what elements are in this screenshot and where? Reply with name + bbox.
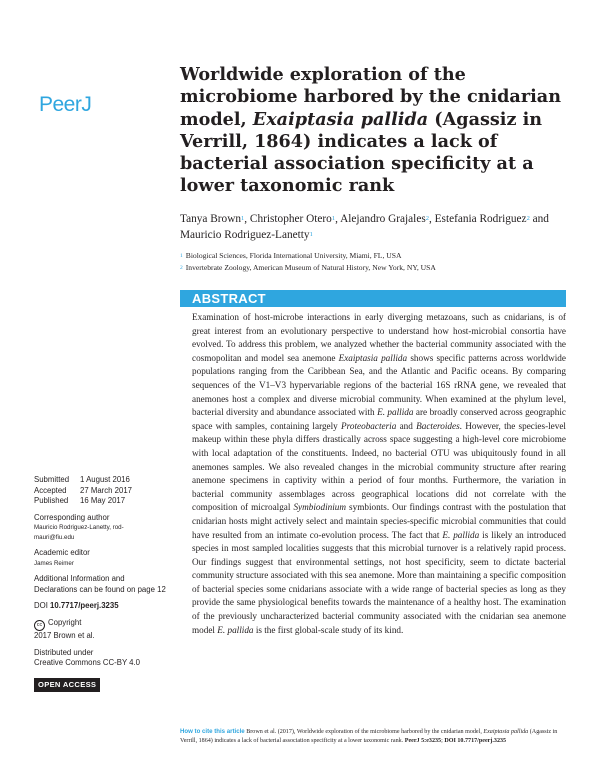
- submitted-date: Submitted 1 August 2016: [34, 475, 130, 484]
- abstract-heading: ABSTRACT: [192, 291, 266, 306]
- peerj-logo: PeerJ: [39, 93, 92, 116]
- citation-label: How to cite this article: [180, 728, 245, 735]
- doi: DOI 10.7717/peerj.3235: [34, 601, 119, 611]
- license-link[interactable]: Creative Commons CC-BY 4.0: [34, 658, 141, 668]
- affiliation: $^1$ Biological Sciences, Florida International University, Miami, FL, USA: [180, 251, 402, 260]
- copyright: cc Copyright 2017 Brown et al.: [34, 617, 95, 640]
- affiliation: $^2$ Invertebrate Zoology, American Museum of Natural History, New York, NY, USA: [180, 263, 436, 273]
- published-date: Published 16 May 2017: [34, 496, 126, 506]
- author-list: Tanya Brown$^1$, Christopher Otero$^1$, Alejandro Grajales$^2$, Estefania Rodriguez$^2$ and Mauricio Rodriguez-Lanetty$^1$: [180, 213, 549, 241]
- citation-doi-link[interactable]: DOI 10.7717/peerj.3235: [444, 738, 507, 745]
- author-name[interactable]: Alejandro Grajales: [340, 213, 426, 225]
- additional-information-link[interactable]: Additional Information and Declarations can be found on page 12: [34, 574, 166, 594]
- license: Distributed under Creative Commons CC-BY 4.0: [34, 648, 169, 669]
- article-metadata: [34, 475, 169, 692]
- corresponding-email-link[interactable]: mauri@fiu.edu: [34, 533, 75, 541]
- author-name[interactable]: Christopher Otero: [249, 213, 332, 225]
- article-title: Worldwide exploration of the microbiome harbored by the cnidarian model, Exaiptasia pallida (Agassiz in Verrill, 1864) indicates a lack of bacterial association specificity at a lower taxonomic rank: [180, 64, 561, 197]
- author-name[interactable]: Estefania Rodriguez: [434, 213, 527, 225]
- author-name[interactable]: Mauricio Rodriguez-Lanetty: [180, 228, 310, 241]
- abstract-heading-bar: [180, 290, 566, 307]
- abstract-body: Examination of host-microbe interactions in early diverging metazoans, such as cnidarians, is of great interest from an evolutionary perspective to understand how host-microbial consortia have evolved. To address this problem, we analyzed whether the bacterial community associated with the cosmopolitan and model sea anemone Exaiptasia pallida shows specific patterns across worldwide populations ranging from the Caribbean Sea, and the Atlantic and Pacific oceans. By comparing sequences of the V1–V3 hypervariable regions of the bacterial 16S rRNA gene, we revealed that anemones host a complex and diverse microbial community. When examined at the phylum level, bacterial diversity and abundance associated with E. pallida are broadly conserved across geographic space with samples, containing largely Proteobacteria and Bacteroides. However, the species-level makeup within these phyla differs drastically across space suggesting a high-level core microbiome with local adaptation of the constituents. Indeed, no bacterial OTU was ubiquitously found in all anemones samples. We also revealed changes in the microbial community structure after rearing anemone specimens in captivity within a period of four months. Furthermore, the variation in bacterial community assemblages across geographical locations did not correlate with the composition of microalgal Symbiodinium symbionts. Our findings contrast with the postulation that cnidarian hosts might actively select and maintain species-specific microbial communities that could have resulted from an intimate co-evolution process. The fact that E. pallida is likely an introduced species in most sampled localities suggests that this microbial turnover is a relatively rapid process. Our findings suggest that environmental settings, not host specificity, seem to dictate bacterial community structure associated with this sea anemone. More than maintaining a specific composition of bacterial species some cnidarians associate with a wide range of bacterial species as long as they provide the same physiological benefits towards the maintenance of a healthy host. The examination of the previously uncharacterized bacterial community associated with the cnidarian sea anemone model E. pallida is the first global-scale study of its kind.: [192, 312, 566, 635]
- affiliation-list: [180, 250, 580, 275]
- doi-link[interactable]: 10.7717/peerj.3235: [50, 601, 119, 611]
- citation: How to cite this article Brown et al. (2017), Worldwide exploration of the microbiome harbored by the cnidarian model, Exaiptasia pallida (Agassiz in Verrill, 1864) indicates a lack of bacterial association specificity at a lower taxonomic rank. PeerJ 5:e3235; DOI 10.7717/peerj.3235: [180, 728, 558, 745]
- open-access-badge: OPEN ACCESS: [34, 678, 100, 693]
- author-name[interactable]: Tanya Brown: [180, 213, 242, 225]
- corresponding-author: Corresponding author Mauricio Rodriguez-Lanetty, rod- mauri@fiu.edu: [34, 513, 169, 542]
- academic-editor: Academic editor James Reimer: [34, 548, 90, 567]
- creative-commons-icon: cc: [34, 620, 45, 631]
- accepted-date: Accepted 27 March 2017: [34, 485, 133, 495]
